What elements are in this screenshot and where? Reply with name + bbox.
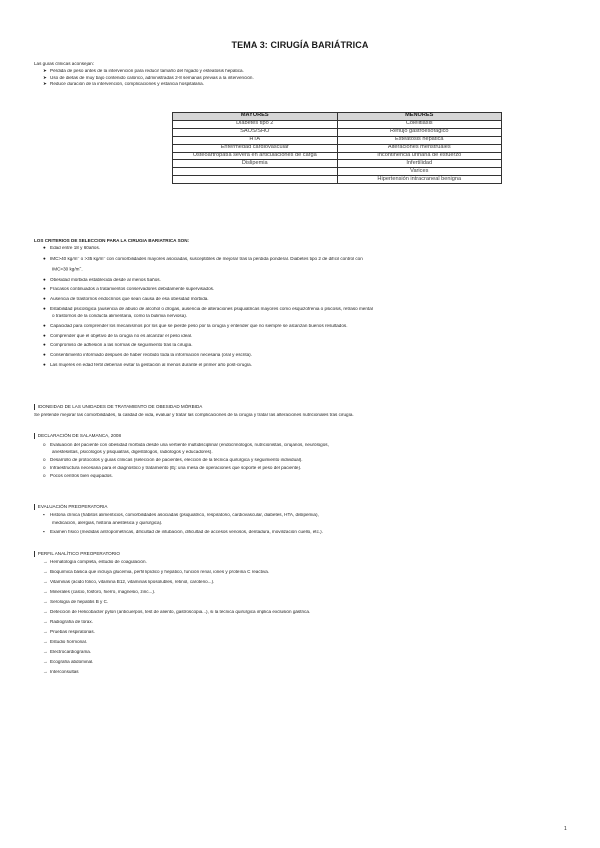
table-row (173, 136, 502, 144)
arrowhead-bullet-icon: ➤ (43, 75, 47, 80)
table-cell: Diabetes tipo 2 (173, 120, 338, 128)
evaluacion-item-continuation: medicación, alergias, historia anestésica y quirúrgica). (52, 520, 163, 525)
analitico-item: → Radiografía de tórax. (43, 620, 93, 625)
table-row (173, 120, 502, 128)
section-bar-icon (34, 504, 35, 510)
analitico-item: → Electrocardiograma. (43, 650, 92, 655)
table-cell: Enfermedad cardiovascular (173, 144, 338, 152)
section-heading: IDONEIDAD DE LAS UNIDADES DE TRATAMIENTO DE OBESIDAD MÓRBIDA (37, 404, 203, 410)
analitico-item: → Ecografía abdominal. (43, 660, 94, 665)
arrow-right-icon: → (43, 660, 48, 665)
salamanca-item: o Desarrollo de protocolos y guías clínicas (selección de pacientes, elección de la técnica quirúrgica y seguimiento individual). (43, 458, 303, 463)
bullet-icon: ● (43, 277, 46, 282)
table-row (173, 160, 502, 168)
salamanca-item: o Evaluación del paciente con obesidad mórbida desde una vertiente multidisciplinar (endocrinólogos, nutricionistas, cirujanos, neurólogos, (43, 443, 329, 447)
section-bar-icon (34, 404, 35, 410)
intro-section (34, 62, 564, 87)
table-row (173, 168, 502, 176)
document-title: TEMA 3: CIRUGÍA BARIÁTRICA (231, 40, 369, 50)
bullet-icon: ● (43, 323, 46, 328)
arrow-right-icon: → (43, 630, 48, 635)
circle-bullet-icon: o (43, 443, 46, 447)
bullet-icon: ● (43, 287, 46, 292)
circle-bullet-icon: o (43, 458, 46, 463)
salamanca-section (34, 433, 564, 479)
table-cell: Incontinencia urinaria de esfuerzo (337, 152, 502, 160)
circle-bullet-icon: o (43, 474, 46, 479)
criteria-item: ● Comprender que el objetivo de la cirugía no es alcanzar el peso ideal. (43, 333, 193, 338)
criteria-item-continuation: IMC>30 $kg/m^2$. (52, 266, 83, 272)
arrow-right-icon: → (43, 580, 48, 585)
page-number: 1 (564, 826, 567, 832)
analitico-item: → Detección de Helicobacter pylori (anticuerpos, test de aliento, gastroscopia...), si la técnica quirúrgica implica exclusión gástrica. (43, 610, 311, 615)
table-cell: Dislipemia (173, 160, 338, 168)
table-cell: HTA (173, 136, 338, 144)
perfil-analitico-section (34, 551, 564, 675)
analitico-item: → Pruebas respiratorias. (43, 630, 95, 635)
table-cell: Esteatosis hepática (337, 136, 502, 144)
section-heading: DECLARACIÓN DE SALAMANCA, 2008 (37, 433, 122, 439)
table-cell: SAOS/SHO (173, 128, 338, 136)
table-row (173, 144, 502, 152)
bullet-icon: ● (43, 297, 46, 302)
section-text: Se pretende mejorar las comorbilidades, la calidad de vida, evaluar y tratar las complicaciones de la cirugía y tratar las alteraciones nutricionales tras cirugía. (34, 413, 354, 417)
bullet-icon: ● (43, 246, 46, 251)
analitico-item: → Vitaminas (ácido fólico, vitamina B12, vitaminas liposolubles, retinol, caroteno...). (43, 580, 215, 585)
criteria-item-continuation: o trastornos de la conducta alimentaria, como la bulimia nerviosa). (52, 313, 188, 318)
table-cell: Infertilidad (337, 160, 502, 168)
criteria-item: ● Compromiso de adhesión a las normas de seguimiento tras la cirugía. (43, 343, 193, 348)
square-bullet-icon: ▪ (43, 530, 45, 535)
bullet-icon: ● (43, 306, 46, 311)
table-cell (173, 176, 338, 184)
table-row (173, 152, 502, 160)
intro-item: ➤ Reduce duración de la intervención, complicaciones y estancia hospitalaria. (43, 82, 204, 87)
arrowhead-bullet-icon: ➤ (43, 68, 47, 73)
salamanca-item-continuation: anestesistas, psicólogos y psiquiatras, digestólogos, radiólogos y educadores). (52, 450, 213, 455)
arrowhead-bullet-icon: ➤ (43, 82, 47, 87)
idoneidad-section (34, 404, 564, 418)
bullet-icon: ● (43, 343, 46, 348)
arrow-right-icon: → (43, 570, 48, 575)
analitico-item: → Serología de hepatitis B y C. (43, 600, 109, 605)
circle-bullet-icon: o (43, 466, 46, 471)
table-cell: Alteraciones menstruales (337, 144, 502, 152)
section-heading: EVALUACIÓN PREOPERATORIA (37, 504, 108, 510)
table-cell: Colelitiasis (337, 120, 502, 128)
bullet-icon: ● (43, 333, 46, 338)
intro-item: ➤ Uso de dietas de muy bajo contenido calórico, administradas 2-8 semanas previas a la intervención. (43, 75, 254, 80)
criteria-item: ● Capacidad para comprender los mecanismos por los que se pierde peso por la cirugía y entender que no siempre se alcanzan buenos resultados. (43, 323, 348, 328)
criteria-item: ● Ausencia de trastornos endocrinos que sean causa de esa obesidad mórbida. (43, 297, 209, 302)
salamanca-item: o Pocos centros bien equipados. (43, 474, 113, 479)
bullet-icon: ● (43, 353, 46, 358)
criteria-item: ● Edad entre 18 y 60años. (43, 246, 101, 251)
arrow-right-icon: → (43, 600, 48, 605)
arrow-right-icon: → (43, 560, 48, 565)
criteria-item: ● IMC>40 $kg/m^2$ o >35 $kg/m^2$ con comorbilidades mayores asociadas, susceptibles de mejorar tras la pérdida ponderal. Diabetes tipo 2 de difícil control con (43, 256, 363, 262)
analitico-item: → Minerales (calcio, fósforo, hierro, magnesio, zinc...). (43, 590, 156, 595)
arrow-right-icon: → (43, 650, 48, 655)
table-header: MENORES (337, 113, 502, 121)
arrow-right-icon: → (43, 610, 48, 615)
arrow-right-icon: → (43, 590, 48, 595)
evaluacion-section (34, 504, 564, 535)
bullet-icon: ● (43, 256, 46, 262)
criteria-item: ● Obesidad mórbida establecida desde al menos 5años. (43, 277, 161, 282)
evaluacion-item: ▪ Historia clínica (hábitos alimenticios, comorbilidades asociadas (psiquiátrico, respiratorio, cardiovascular, diabetes, HTA, dislipemia), (43, 513, 319, 518)
analitico-item: → Estudio hormonal. (43, 640, 88, 645)
table-row (173, 176, 502, 184)
criteria-heading: LOS CRITERIOS DE SELECCIÓN PARA LA CIRUGIA BARIATRICA SON: (34, 239, 190, 243)
table-cell: Hipertensión intracraneal benigna (337, 176, 502, 184)
square-bullet-icon: ▪ (43, 513, 45, 518)
table-header-row (173, 113, 502, 121)
table-header: MAYORES (173, 113, 338, 121)
table-cell: Osteoartropatía severa en articulaciones de carga (173, 152, 338, 160)
table-cell: Varices (337, 168, 502, 176)
table-cell (173, 168, 338, 176)
comorbidities-table (172, 112, 502, 184)
criteria-section (34, 239, 564, 367)
bullet-icon: ● (43, 362, 46, 367)
evaluacion-item: ▪ Examen físico (medidas antropométricas, dificultad de intubación, dificultad de accesos venosos, dentadura, movilización cuello, etc.). (43, 530, 323, 535)
section-bar-icon (34, 433, 35, 439)
arrow-right-icon: → (43, 640, 48, 645)
intro-item: ➤ Pérdida de peso antes de la intervención para reducir tamaño del hígado y esteatosis hepática. (43, 68, 244, 73)
arrow-right-icon: → (43, 620, 48, 625)
table-row (173, 128, 502, 136)
analitico-item: → Hematología completa, estudio de coagulación. (43, 560, 147, 565)
salamanca-item: o Infraestructura necesaria para el diagnóstico y tratamiento (Ej: una mesa de operaciones que soporte el peso del paciente). (43, 466, 302, 471)
criteria-item: ● Estabilidad psicológica (ausencia de abuso de alcohol o drogas, ausencia de alteraciones psiquiátricas mayores como esquizofrenia o psicosis, retraso mental (43, 306, 373, 311)
table-cell: Reflujo gastroesofágico (337, 128, 502, 136)
analitico-item: → Bioquímica básica que incluya glucemia, perfil lipídico y hepático, función renal, iones y proteína C reactiva. (43, 570, 270, 575)
section-bar-icon (34, 551, 35, 557)
criteria-item: ● Consentimiento informado después de haber recibido toda la información necesaria (oral y escrita). (43, 353, 252, 358)
arrow-right-icon: → (43, 670, 48, 675)
criteria-item: ● Fracasos continuados a tratamientos conservadores debidamente supervisados. (43, 287, 215, 292)
analitico-item: → Interconsultas (43, 670, 79, 675)
section-heading: PERFIL ANALÍTICO PREOPERATORIO (37, 551, 120, 557)
criteria-item: ● Las mujeres en edad fértil deberían evitar la gestación al menos durante el primer año post-cirugía. (43, 362, 252, 367)
intro-lead: Las guías clínicas aconsejan: (34, 62, 95, 66)
